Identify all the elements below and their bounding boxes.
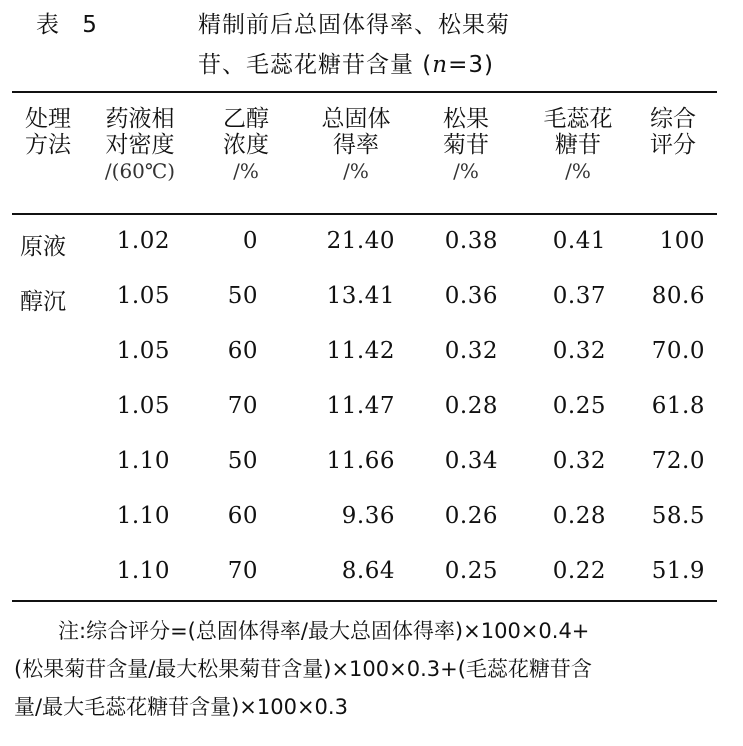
cell-score: 80.6	[651, 283, 705, 309]
column-header-2	[186, 106, 306, 184]
table-bottom-rule	[12, 600, 717, 602]
cell-echinacoside: 0.26	[444, 503, 498, 529]
column-header-3-line3: /%	[343, 159, 369, 183]
table-note	[14, 612, 720, 726]
cell-solid-yield: 11.47	[326, 393, 395, 419]
cell-score: 58.5	[651, 503, 705, 529]
cell-density: 1.10	[116, 558, 170, 584]
table-title-line-1: 精制前后总固体得率、松果菊	[198, 12, 510, 38]
column-header-1-line3: /(60℃)	[104, 159, 176, 183]
column-header-3-line1: 总固体	[321, 106, 391, 132]
cell-score: 100	[659, 228, 705, 254]
table-row	[0, 222, 743, 277]
column-header-6	[613, 106, 733, 158]
title-prefix: 苷、毛蕊花糖苷含量 (	[198, 52, 433, 78]
column-header-0-line1: 处理	[25, 106, 71, 132]
title-n-symbol: n	[432, 52, 449, 78]
cell-acteoside: 0.37	[552, 283, 606, 309]
title-suffix: =3)	[448, 52, 495, 78]
cell-ethanol: 70	[227, 558, 258, 584]
column-header-4-line3: /%	[453, 159, 479, 183]
cell-solid-yield: 13.41	[326, 283, 395, 309]
column-header-2-line3: /%	[233, 159, 259, 183]
column-header-1-line1: 药液相	[105, 106, 175, 132]
table-header-rule	[12, 213, 717, 215]
cell-acteoside: 0.41	[552, 228, 606, 254]
table-row	[0, 552, 743, 607]
cell-score: 61.8	[651, 393, 705, 419]
cell-ethanol: 60	[227, 503, 258, 529]
note-line-1-text: 注:综合评分=(总固体得率/最大总固体得率)×100×0.4+	[58, 619, 590, 643]
column-header-2-line2: 浓度	[223, 132, 269, 158]
column-header-5-line2: 糖苷	[555, 132, 601, 158]
column-header-3	[296, 106, 416, 184]
column-header-6-line2: 评分	[650, 132, 696, 158]
cell-method: 原液	[20, 234, 66, 260]
cell-score: 51.9	[651, 558, 705, 584]
cell-method: 醇沉	[20, 289, 66, 315]
cell-density: 1.05	[116, 393, 170, 419]
column-header-4	[406, 106, 526, 184]
cell-echinacoside: 0.25	[444, 558, 498, 584]
cell-acteoside: 0.25	[552, 393, 606, 419]
table-body	[0, 222, 743, 607]
column-header-1	[80, 106, 200, 184]
table-top-rule	[12, 91, 717, 93]
cell-ethanol: 0	[242, 228, 258, 254]
table-row	[0, 497, 743, 552]
cell-solid-yield: 11.42	[326, 338, 395, 364]
cell-density: 1.05	[116, 338, 170, 364]
cell-ethanol: 60	[227, 338, 258, 364]
column-header-0-line2: 方法	[25, 132, 71, 158]
cell-density: 1.10	[116, 503, 170, 529]
cell-density: 1.05	[116, 283, 170, 309]
cell-acteoside: 0.28	[552, 503, 606, 529]
cell-echinacoside: 0.32	[444, 338, 498, 364]
note-line-3: 量/最大毛蕊花糖苷含量)×100×0.3	[14, 695, 348, 719]
table-row	[0, 387, 743, 442]
cell-echinacoside: 0.38	[444, 228, 498, 254]
cell-solid-yield: 11.66	[326, 448, 395, 474]
note-line-2: (松果菊苷含量/最大松果菊苷含量)×100×0.3+(毛蕊花糖苷含	[14, 657, 592, 681]
cell-density: 1.02	[116, 228, 170, 254]
cell-ethanol: 50	[227, 448, 258, 474]
cell-solid-yield: 8.64	[341, 558, 395, 584]
column-header-4-line1: 松果	[443, 106, 489, 132]
table-title-line-2	[198, 46, 494, 79]
cell-acteoside: 0.32	[552, 338, 606, 364]
column-header-1-line2: 对密度	[105, 132, 175, 158]
column-header-5-line1: 毛蕊花	[543, 106, 613, 132]
note-line-1	[14, 612, 720, 650]
table-row	[0, 332, 743, 387]
cell-echinacoside: 0.34	[444, 448, 498, 474]
cell-acteoside: 0.32	[552, 448, 606, 474]
column-header-4-line2: 菊苷	[443, 132, 489, 158]
table-row	[0, 442, 743, 497]
cell-ethanol: 50	[227, 283, 258, 309]
column-header-2-line1: 乙醇	[223, 106, 269, 132]
cell-solid-yield: 9.36	[341, 503, 395, 529]
table-row	[0, 277, 743, 332]
column-header-3-line2: 得率	[333, 132, 379, 158]
column-header-5-line3: /%	[565, 159, 591, 183]
column-header-6-line1: 综合	[650, 106, 696, 132]
cell-echinacoside: 0.36	[444, 283, 498, 309]
table-caption	[0, 0, 743, 90]
cell-score: 70.0	[651, 338, 705, 364]
table-header-row	[0, 106, 743, 206]
cell-solid-yield: 21.40	[326, 228, 395, 254]
cell-ethanol: 70	[227, 393, 258, 419]
cell-echinacoside: 0.28	[444, 393, 498, 419]
cell-score: 72.0	[651, 448, 705, 474]
cell-acteoside: 0.22	[552, 558, 606, 584]
table-label: 表 5	[36, 12, 105, 38]
cell-density: 1.10	[116, 448, 170, 474]
